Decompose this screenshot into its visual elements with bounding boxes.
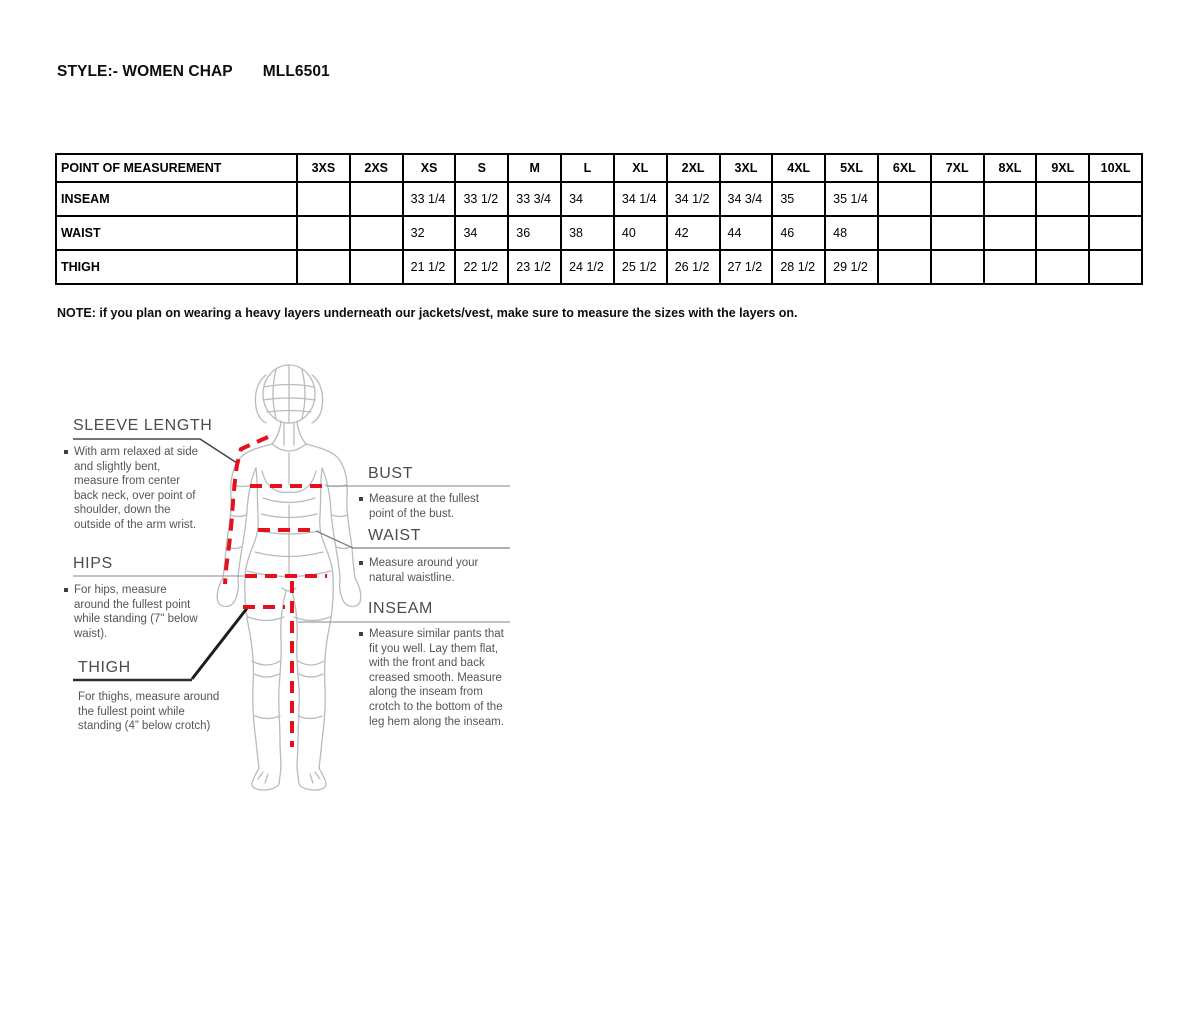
measurement-cell: 26 1/2 xyxy=(667,250,720,284)
bullet-icon xyxy=(359,632,363,636)
inseam-description: Measure similar pants that fit you well. Lay them flat, with the front and back creased smooth. Measure along the inseam from crotch to the bottom of the leg hem along the inseam. xyxy=(359,627,509,729)
sleeve-length-description: With arm relaxed at side and slightly bent, measure from center back neck, over point of shoulder, down the outside of the arm wrist. xyxy=(64,445,200,533)
thigh-description: For thighs, measure around the fullest point while standing (4” below crotch) xyxy=(78,691,220,733)
measurement-cell xyxy=(931,250,984,284)
column-header: 7XL xyxy=(931,154,984,182)
measurement-cell xyxy=(350,250,403,284)
measurement-cell: 23 1/2 xyxy=(508,250,561,284)
column-header: 9XL xyxy=(1036,154,1089,182)
hips-heading: HIPS xyxy=(73,555,113,572)
column-header: 6XL xyxy=(878,154,931,182)
column-header: XS xyxy=(403,154,456,182)
measurement-cell xyxy=(931,182,984,216)
sleeve-length-heading: SLEEVE LENGTH xyxy=(73,417,213,434)
size-chart-body xyxy=(56,182,1142,284)
measurement-cell: 21 1/2 xyxy=(403,250,456,284)
measurement-cell xyxy=(350,216,403,250)
measurement-cell: 35 xyxy=(772,182,825,216)
measurement-cell: 28 1/2 xyxy=(772,250,825,284)
row-label: INSEAM xyxy=(56,182,297,216)
measurement-cell: 29 1/2 xyxy=(825,250,878,284)
measurement-cell xyxy=(1036,182,1089,216)
measurement-cell: 22 1/2 xyxy=(455,250,508,284)
column-header: 10XL xyxy=(1089,154,1142,182)
measurement-cell: 38 xyxy=(561,216,614,250)
column-header: 4XL xyxy=(772,154,825,182)
measurement-cell: 34 xyxy=(455,216,508,250)
column-header: M xyxy=(508,154,561,182)
measurement-cell: 44 xyxy=(720,216,773,250)
measurement-cell xyxy=(1089,182,1142,216)
measurement-cell: 33 3/4 xyxy=(508,182,561,216)
measurement-diagram xyxy=(60,355,580,815)
bust-description: Measure at the fullest point of the bust. xyxy=(359,492,491,521)
bullet-icon xyxy=(64,450,68,454)
style-code: MLL6501 xyxy=(262,63,330,80)
inseam-heading: INSEAM xyxy=(368,600,433,617)
measurement-cell xyxy=(1036,250,1089,284)
measurement-cell xyxy=(350,182,403,216)
measurement-cell xyxy=(297,250,350,284)
note-text: NOTE: if you plan on wearing a heavy layers underneath our jackets/vest, make sure to measure the sizes with the layers on. xyxy=(57,306,798,320)
size-chart-table xyxy=(55,153,1143,285)
measurement-cell xyxy=(878,216,931,250)
bullet-icon xyxy=(359,561,363,565)
measurement-cell: 34 1/4 xyxy=(614,182,667,216)
bullet-icon xyxy=(359,497,363,501)
column-header: 2XL xyxy=(667,154,720,182)
measurement-cell xyxy=(878,182,931,216)
measurement-lines xyxy=(225,437,327,747)
column-header: 3XS xyxy=(297,154,350,182)
measurement-cell: 33 1/2 xyxy=(455,182,508,216)
measurement-cell xyxy=(1089,216,1142,250)
column-header: S xyxy=(455,154,508,182)
measurement-cell xyxy=(1036,216,1089,250)
measurement-cell: 35 1/4 xyxy=(825,182,878,216)
column-header-point-of-measurement: POINT OF MEASUREMENT xyxy=(56,154,297,182)
column-header: 3XL xyxy=(720,154,773,182)
document-title xyxy=(57,63,330,81)
bust-heading: BUST xyxy=(368,465,414,482)
table-row xyxy=(56,182,1142,216)
waist-description: Measure around your natural waistline. xyxy=(359,556,485,585)
column-header: L xyxy=(561,154,614,182)
measurement-cell: 36 xyxy=(508,216,561,250)
measurement-cell xyxy=(297,182,350,216)
bullet-icon xyxy=(64,588,68,592)
measurement-cell xyxy=(878,250,931,284)
measurement-cell: 32 xyxy=(403,216,456,250)
row-label: THIGH xyxy=(56,250,297,284)
measurement-cell xyxy=(931,216,984,250)
measurement-cell: 24 1/2 xyxy=(561,250,614,284)
hips-description: For hips, measure around the fullest point while standing (7" below waist). xyxy=(64,583,203,641)
measurement-cell xyxy=(984,216,1037,250)
measurement-cell: 25 1/2 xyxy=(614,250,667,284)
header-row xyxy=(56,154,1142,182)
table-row xyxy=(56,216,1142,250)
measurement-cell: 40 xyxy=(614,216,667,250)
measurement-cell: 33 1/4 xyxy=(403,182,456,216)
row-label: WAIST xyxy=(56,216,297,250)
column-header: 2XS xyxy=(350,154,403,182)
measurement-cell: 34 1/2 xyxy=(667,182,720,216)
column-header: 8XL xyxy=(984,154,1037,182)
measurement-cell xyxy=(1089,250,1142,284)
measurement-cell: 42 xyxy=(667,216,720,250)
measurement-cell xyxy=(984,182,1037,216)
measurement-cell: 48 xyxy=(825,216,878,250)
column-header: 5XL xyxy=(825,154,878,182)
measurement-cell: 27 1/2 xyxy=(720,250,773,284)
thigh-heading: THIGH xyxy=(78,659,131,676)
measurement-cell: 34 3/4 xyxy=(720,182,773,216)
measurement-cell xyxy=(297,216,350,250)
column-header: XL xyxy=(614,154,667,182)
measurement-cell xyxy=(984,250,1037,284)
table-row xyxy=(56,250,1142,284)
style-label: STYLE:- WOMEN CHAP xyxy=(57,63,233,80)
waist-heading: WAIST xyxy=(368,527,422,544)
measurement-cell: 34 xyxy=(561,182,614,216)
size-chart-header xyxy=(56,154,1142,182)
measurement-cell: 46 xyxy=(772,216,825,250)
